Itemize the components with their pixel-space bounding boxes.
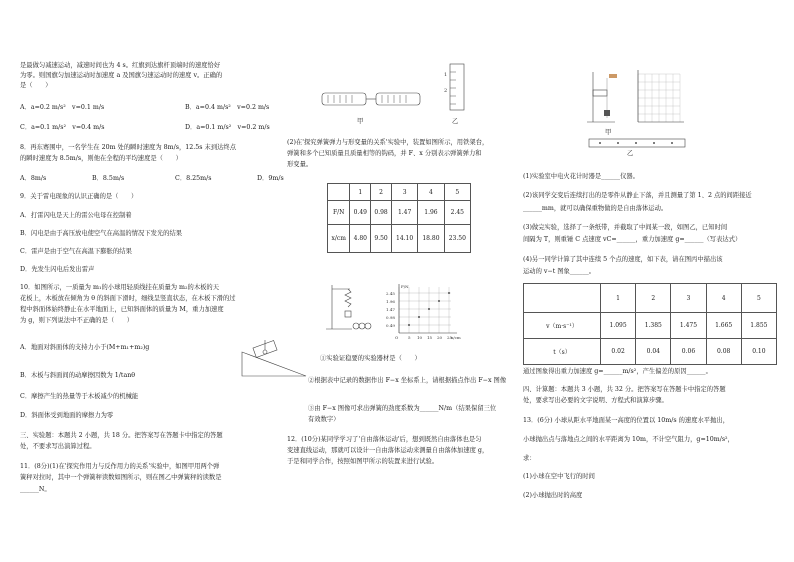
q7-option-a: A．a=0.2 m/s² v=0.1 m/s (20, 104, 105, 111)
table-cell: v（m·s⁻¹） (524, 313, 601, 339)
x-tick: 20 (437, 335, 443, 340)
x-tick: 10 (417, 335, 423, 340)
q12-line-2: 变速直线运动，那就可以设计一自由落体运动来测量自由落体加速度 g， (287, 447, 489, 454)
table-cell: t（s） (524, 339, 601, 365)
y-tick: 0.98 (386, 315, 395, 320)
q12-sub-2: (2)该同学交变后连续打出的是零件从静止下落，并且测量了第 1、2 点的间距接近 (523, 192, 752, 199)
q12-sub-3: (3)做完实验，选择了一条纸带，并截取了中间某一段，如图乙，已知时间 (523, 224, 728, 231)
free-fall-apparatus-figure (585, 70, 625, 128)
table-cell: 9.50 (371, 225, 392, 253)
table-cell: 0.02 (601, 339, 636, 365)
table-header-cell: 3 (391, 184, 417, 201)
table-header-cell: 1 (350, 184, 371, 201)
figure-label-jia: 甲 (357, 118, 364, 125)
q11-2-line-2: 弹簧和多个已知质量且质量相等的钩码，并 F、x 分别表示弹簧弹力和 (287, 150, 482, 157)
table-header-cell: 4 (706, 284, 741, 313)
q8-option-b: B．8.5m/s (92, 175, 125, 182)
figure-label-yi-right: 乙 (627, 150, 634, 157)
y-tick: 1.96 (386, 299, 395, 304)
section-3-line-1: 三、实验题：本题共 2 小题，共 18 分。把答案写在答题卡中指定的答题 (20, 432, 223, 439)
q13-item-2: (2)小球抛出时的高度 (523, 492, 583, 499)
table-header-cell: 5 (444, 184, 470, 201)
q12-sub-1: (1)实验室中电火花计时器是______仪器。 (523, 173, 639, 180)
table-header-cell (328, 184, 350, 201)
table-cell: 0.04 (636, 339, 671, 365)
q8-line-1: 8．再东赛围中，一名学生在 20m 处的瞬时速度为 8m/s，12.5s 末到达终点 (20, 144, 237, 151)
y-tick: 2.45 (386, 291, 395, 296)
q12-sub-2b: ______mm，就可以确保重物做的是自由落体运动。 (523, 205, 668, 212)
q9-option-c: C．雷声是由于空气在高温下膨胀的结果 (20, 248, 132, 255)
q7-option-c: C．a=0.1 m/s² v=0.4 m/s (20, 124, 105, 131)
q10-option-d: D．斜面体受到地面的摩擦力为零 (20, 412, 114, 419)
q12-line-3: 于是和同学合作，按照如图甲所示的装置来进行试验。 (287, 458, 439, 465)
table-cell: 23.50 (444, 225, 470, 253)
table-cell: F/N (328, 201, 350, 225)
q8-line-2: 的瞬时速度为 8.5m/s，则他在全程的平均速度是（ ） (20, 155, 182, 162)
q10-line-1: 10．如图所示，一质量为 m₁的小球用轻质线挂在质量为 m₂的木板的天 (20, 284, 220, 291)
table-cell: 18.80 (418, 225, 444, 253)
table-cell: 1.47 (391, 201, 417, 225)
q10-line-2: 花板上，木板放在倾角为 θ 的斜面下滑时，细线呈竖直状态，在木板下滑的过 (20, 295, 236, 302)
q7-line-3: 是（ ） (20, 82, 52, 89)
q8-option-c: C．8.25m/s (175, 175, 212, 182)
q10-option-b: B．木板与斜面间的动摩擦因数为 1/tanθ (20, 372, 136, 379)
q8-option-a: A．8m/s (20, 175, 47, 182)
table-header-cell: 1 (601, 284, 636, 313)
table-cell: x/cm (328, 225, 350, 253)
x-tick: 25 (447, 335, 453, 340)
table-cell: 1.475 (671, 313, 706, 339)
q11-line-1: 11．(8分)(1)在'探究作用力与反作用力的关系'实验中，如图甲用两个弹 (20, 463, 220, 470)
q9-option-d: D．先发生闪电后发出雷声 (20, 266, 95, 273)
y-tick: 1.47 (386, 307, 395, 312)
q10-option-a: A．地面对斜面体的支持力小于(M+m₁+m₂)g (20, 344, 150, 351)
q10-option-c: C．摩擦产生的热量等于木板减少的机械能 (20, 393, 139, 400)
table-cell: 0.10 (741, 339, 776, 365)
q11-sub-1: ①实验证稳要的实验器材是（ ） (320, 355, 421, 362)
table-header-cell: 2 (371, 184, 392, 201)
q12-conclusion: 通过图象得出重力加速度 g=______m/s²，产生偏差的原因______。 (523, 368, 712, 375)
svg-text:1: 1 (444, 72, 448, 78)
hanging-weights-figure (352, 318, 372, 334)
y-axis-label: F/N (401, 284, 409, 289)
table-cell: 0.98 (371, 201, 392, 225)
table-header-cell: 2 (636, 284, 671, 313)
table-cell: 1.665 (706, 313, 741, 339)
table-header-cell: 5 (741, 284, 776, 313)
table-header-cell: 4 (418, 184, 444, 201)
table-header-cell (524, 284, 601, 313)
section-3-line-2: 处，不要求写出演算过程。 (20, 443, 96, 450)
x-axis-label: x/cm (451, 335, 461, 340)
q11-sub-3b: 有效数字） (308, 416, 340, 423)
q13-item-1: (1)小球在空中飞行的时间 (523, 473, 595, 480)
paper-tape-figure (588, 136, 686, 150)
q8-option-d: D．9m/s (257, 175, 284, 182)
q7-line-2: 为零。则国旗匀加速运动时加速度 a 及国旗匀速运动时的速度 v。正确的 (20, 72, 223, 79)
origin-label: O (395, 335, 399, 340)
q13-line-2: 小球抛出点与落地点之间的水平距离为 10m，不计空气阻力，g=10m/s²， (523, 436, 734, 443)
f-x-graph (385, 283, 465, 341)
table-header-cell: 3 (671, 284, 706, 313)
v-t-graph (630, 68, 686, 128)
x-tick: 5 (408, 335, 411, 340)
table-cell: 14.10 (391, 225, 417, 253)
spring-scale-figure-jia (318, 88, 438, 110)
q9-option-b: B．闪电是由于高压放电使空气在高温的情况下发光的结果 (20, 230, 183, 237)
table-cell: 1.855 (741, 313, 776, 339)
table-cell: 1.96 (418, 201, 444, 225)
q11-sub-3: ③由 F−x 图像可求出弹簧的劲度系数为______N/m（结果保留三位 (308, 405, 497, 412)
y-tick: 0.49 (386, 323, 395, 328)
x-tick: 15 (427, 335, 433, 340)
section-4-line-2: 处，要求写出必要的文字说明、方程式和演算步骤。 (523, 397, 668, 404)
table-cell: 4.80 (350, 225, 371, 253)
q11-line-2: 簧秤对拉时，其中一个弹簧秤读数如图所示，则在图乙中弹簧秤的读数是 (20, 474, 222, 481)
q10-line-3: 程中斜面体始终静止在水平地面上，已知斜面体的质量为 M，重力加速度 (20, 306, 224, 313)
table-cell: 1.095 (601, 313, 636, 339)
velocity-data-table (523, 283, 777, 365)
q9-stem: 9．关于雷电现象的认识正确的是（ ） (20, 193, 138, 200)
q12-line-1: 12．(10分)某同学学习了'自由落体运动'后，想到既然自由落体也是匀 (287, 436, 482, 443)
table-cell: 0.08 (706, 339, 741, 365)
figure-label-jia-right: 甲 (605, 129, 612, 136)
table-cell: 2.45 (444, 201, 470, 225)
q12-sub-4b: 运动的 v−t 图象______。 (523, 268, 596, 275)
q11-line-3: ______N。 (20, 486, 51, 493)
q12-sub-4: (4)另一同学计算了其中连续 5 个点的速度，如下表，请在图丙中描出该 (523, 256, 723, 263)
q13-line-3: 求： (523, 455, 536, 462)
table-cell: 0.06 (671, 339, 706, 365)
q13-line-1: 13．(6分) 小球从距水平地面某一高度的位置以 10m/s 的速度水平抛出， (523, 417, 729, 424)
table-cell: 1.385 (636, 313, 671, 339)
svg-text:2: 2 (444, 88, 448, 94)
q7-option-d: D．a=0.1 m/s² v=0.2 m/s (185, 124, 270, 131)
figure-label-yi: 乙 (452, 118, 459, 125)
table-cell: 0.49 (350, 201, 371, 225)
spring-data-table (327, 183, 471, 253)
q7-line-1: 是最做匀减速运动，减速时间也为 4 s。红旗到达旗杆顶端时的速度恰好 (20, 62, 221, 69)
spring-scale-figure-yi (444, 62, 470, 112)
q10-line-4: 为 g，则下列说法中不正确的是（ ） (20, 317, 134, 324)
q11-2-line-1: (2)在'探究弹簧弹力与形变量的关系'实验中，装置如图所示，用铁架台， (287, 139, 489, 146)
q12-sub-3b: 间隔为 T，则重锤 C 点速度 vC=______，重力加速度 g=______（写表达式） (523, 236, 742, 243)
q11-2-line-3: 形变量。 (287, 161, 313, 168)
q9-option-a: A．打雷闪电是天上的雷公电母在控制着 (20, 212, 132, 219)
section-4-line-1: 四、计算题：本题共 3 小题，共 32 分。把答案写在答题卡中指定的答题 (523, 386, 726, 393)
q7-option-b: B．a=0.4 m/s² v=0.2 m/s (185, 104, 270, 111)
q11-sub-2: ②根据表中记录的数据作出 F−x 坐标系上，请根据描点作出 F−x 图像 (308, 377, 507, 384)
incline-figure (240, 330, 310, 380)
